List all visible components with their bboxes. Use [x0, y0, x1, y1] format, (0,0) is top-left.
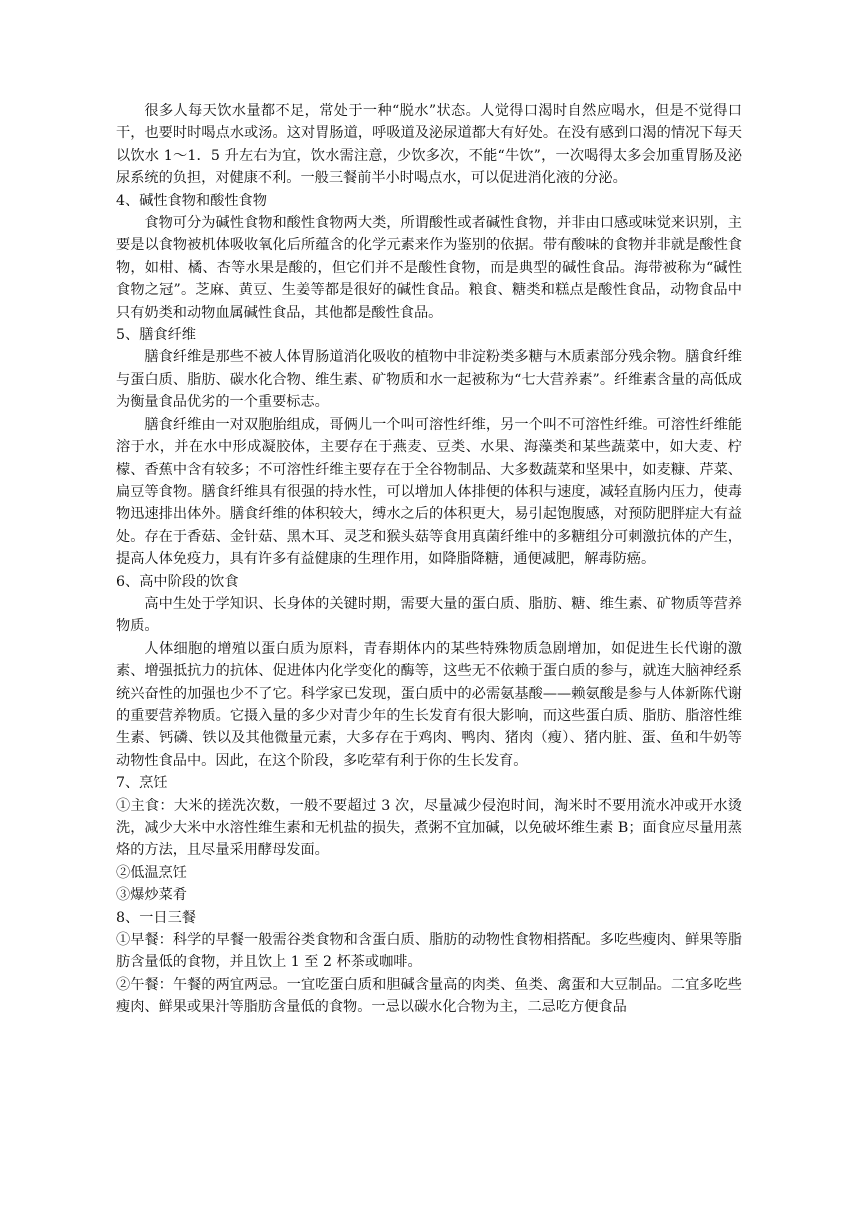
- paragraph-dietary-fiber-types: 膳食纤维由一对双胞胎组成，哥俩儿一个叫可溶性纤维，另一个叫不可溶性纤维。可溶性纤维能溶于水，并在水中形成凝胶体，主要存在于燕麦、豆类、水果、海藻类和某些蔬菜中，如大麦、柠檬、香蕉中含有较多；不可溶性纤维主要存在于全谷物制品、大多数蔬菜和坚果中，如麦糠、芹菜、扁豆等食物。膳食纤维具有很强的持水性，可以增加人体排便的体积与速度，减轻直肠内压力，使毒物迅速排出体外。膳食纤维的体积较大，缚水之后的体积更大，易引起饱腹感，对预防肥胖症大有益处。存在于香菇、金针菇、黑木耳、灵芝和猴头菇等食用真菌纤维中的多糖组分可刺激抗体的产生，提高人体免疫力，具有许多有益健康的生理作用，如降脂降糖，通便减肥，解毒防癌。: [116, 416, 742, 568]
- heading-cooking: 7、烹饪: [116, 775, 168, 792]
- heading-alkaline-acidic-food: 4、碱性食物和酸性食物: [116, 192, 267, 209]
- paragraph-protein: 人体细胞的增殖以蛋白质为原料，青春期体内的某些特殊物质急剧增加，如促进生长代谢的激素、增强抵抗力的抗体、促进体内化学变化的酶等，这些无不依赖于蛋白质的参与，就连大脑神经系统兴奋性的加强也少不了它。科学家已发现，蛋白质中的必需氨基酸——赖氨酸是参与人体新陈代谢的重要营养物质。它摄入量的多少对青少年的生长发育有很大影响，而这些蛋白质、脂肪、脂溶性维生素、钙磷、铁以及其他微量元素，大多存在于鸡肉、鸭肉、猪肉（瘦）、猪内脏、蛋、鱼和牛奶等动物性食品中。因此，在这个阶段，多吃荤有利于你的生长发育。: [116, 640, 742, 769]
- item-low-temp-cooking: ②低温烹饪: [116, 864, 187, 881]
- paragraph-alkaline-acidic-food: 食物可分为碱性食物和酸性食物两大类，所谓酸性或者碱性食物，并非由口感或味觉来识别，主要是以食物被机体吸收氧化后所蕴含的化学元素来作为鉴别的依据。带有酸味的食物并非就是酸性食物，如柑、橘、杏等水果是酸的，但它们并不是酸性食物，而是典型的碱性食品。海带被称为“碱性食物之冠”。芝麻、黄豆、生姜等都是很好的碱性食品。粮食、糖类和糕点是酸性食品，动物食品中只有奶类和动物血属碱性食品，其他都是酸性食品。: [116, 215, 742, 321]
- heading-high-school-diet: 6、高中阶段的饮食: [116, 573, 239, 590]
- heading-dietary-fiber: 5、膳食纤维: [116, 327, 196, 344]
- paragraph-high-school-needs: 高中生处于学知识、长身体的关键时期，需要大量的蛋白质、脂肪、糖、维生素、矿物质等营养物质。: [116, 595, 742, 635]
- paragraph-lunch: ②午餐：午餐的两宜两忌。一宜吃蛋白质和胆碱含量高的肉类、鱼类、禽蛋和大豆制品。二宜多吃些瘦肉、鲜果或果汁等脂肪含量低的食物。一忌以碳水化合物为主，二忌吃方便食品: [116, 976, 742, 1016]
- paragraph-staple-food: ①主食：大米的搓洗次数，一般不要超过 3 次，尽量减少侵泡时间，淘米时不要用流水冲或开水烫洗，减少大米中水溶性维生素和无机盐的损失，煮粥不宜加碱，以免破坏维生素 B；面食应尽量用蒸烙的方法，且尽量采用酵母发面。: [116, 797, 742, 859]
- document-page: [116, 100, 742, 1019]
- paragraph-water-intake: 很多人每天饮水量都不足，常处于一种“脱水”状态。人觉得口渴时自然应喝水，但是不觉得口干，也要时时喝点水或汤。这对胃肠道，呼吸道及泌尿道都大有好处。在没有感到口渴的情况下每天以饮水 1～1．5 升左右为宜，饮水需注意，少饮多次，不能“牛饮”，一次喝得太多会加重胃肠及泌尿系统的负担，对健康不利。一般三餐前半小时喝点水，可以促进消化液的分泌。: [116, 103, 742, 187]
- item-stir-fry: ③爆炒菜肴: [116, 887, 187, 904]
- heading-three-meals: 8、一日三餐: [116, 909, 196, 926]
- paragraph-dietary-fiber-definition: 膳食纤维是那些不被人体胃肠道消化吸收的植物中非淀粉类多糖与木质素部分残余物。膳食纤维与蛋白质、脂肪、碳水化合物、维生素、矿物质和水一起被称为“七大营养素”。纤维素含量的高低成为衡量食品优劣的一个重要标志。: [116, 349, 742, 411]
- paragraph-breakfast: ①早餐：科学的早餐一般需谷类食物和含蛋白质、脂肪的动物性食物相搭配。多吃些瘦肉、鲜果等脂肪含量低的食物，并且饮上 1 至 2 杯茶或咖啡。: [116, 932, 742, 971]
